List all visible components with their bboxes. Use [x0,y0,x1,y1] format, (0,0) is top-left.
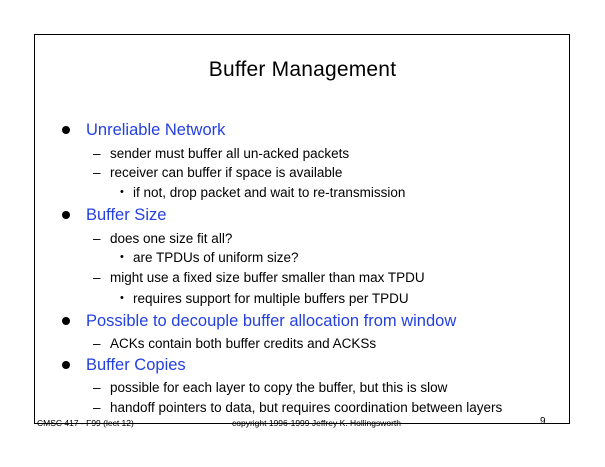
bullet-dot [62,126,70,134]
sub-bullet-text: receiver can buffer if space is available [110,165,343,180]
slide-title: Buffer Management [208,58,397,81]
dash-marker: – [93,400,101,415]
footer-copyright: copyright 1996-1999 Jeffrey K. Hollingsworth [232,418,401,428]
sub-bullet-text: does one size fit all? [110,231,233,246]
dash-marker: – [93,270,101,285]
sub-bullet-text: handoff pointers to data, but requires coordination between layers [110,400,503,415]
bullet-dot [62,211,70,219]
dash-marker: – [93,380,101,395]
bullet-dot [62,317,70,325]
sub-sub-bullet-text: requires support for multiple buffers per TPDU [133,291,409,306]
small-bullet-marker: • [120,251,124,263]
bullet-heading: Unreliable Network [86,121,226,139]
bullet-heading: Buffer Copies [86,356,186,374]
bullet-heading: Possible to decouple buffer allocation from window [86,312,457,330]
dash-marker: – [93,165,101,180]
dash-marker: – [93,146,101,161]
bullet-dot [62,361,70,369]
bullet-heading: Buffer Size [86,206,167,224]
small-bullet-marker: • [120,186,124,198]
sub-bullet-text: ACKs contain both buffer credits and ACKSs [110,336,377,351]
sub-sub-bullet-text: are TPDUs of uniform size? [133,250,299,265]
small-bullet-marker: • [120,292,124,304]
page-number: 9 [540,416,546,427]
dash-marker: – [93,336,101,351]
sub-sub-bullet-text: if not, drop packet and wait to re-transmission [133,185,406,200]
sub-bullet-text: possible for each layer to copy the buffer, but this is slow [110,380,448,395]
dash-marker: – [93,231,101,246]
footer-course: CMSC 417 - F99 (lect 12) [37,418,134,428]
sub-bullet-text: sender must buffer all un-acked packets [110,146,350,161]
sub-bullet-text: might use a fixed size buffer smaller than max TPDU [110,270,425,285]
